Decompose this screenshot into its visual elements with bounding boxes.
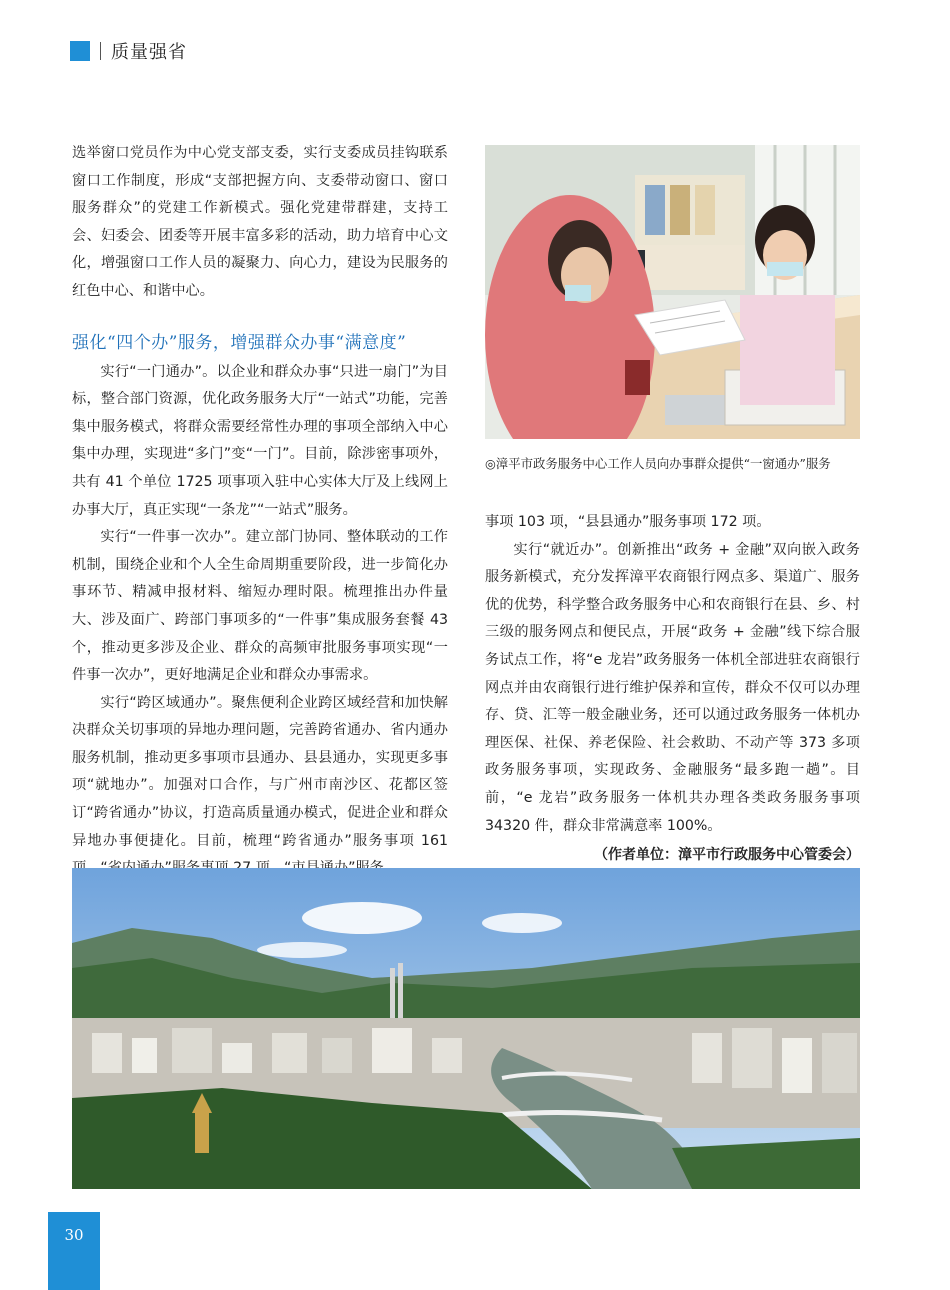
paragraph-continuation: 事项 103 项，“县县通办”服务事项 172 项。	[485, 514, 771, 530]
header-divider	[100, 42, 101, 60]
page-number-tab	[48, 1212, 100, 1290]
author-affiliation: （作者单位：漳平市行政服务中心管委会）	[594, 847, 860, 864]
subheading: 强化“四个办”服务，增强群众办事“满意度”	[72, 332, 407, 353]
right-column	[485, 509, 860, 870]
paragraph-yimen-tongban: 实行“一门通办”。以企业和群众办事“只进一扇门”为目标，整合部门资源，优化政务服务大厅“一站式”功能，完善集中服务模式，将群众需要经常性办理的事项全部纳入中心集中办理，实现进“多门”变“一门”。目前，除涉密事项外，共有 41 个单位 1725 项事项入驻中心实体大厅及上线网上办事大厅，真正实现“一条龙”“一站式”服务。	[72, 363, 448, 518]
section-title: 质量强省	[111, 42, 187, 63]
paragraph-kuaquyu: 实行“跨区域通办”。聚焦便利企业跨区域经营和加快解决群众关切事项的异地办理问题，完善跨省通办、省内通办服务机制，推动更多事项市县通办、县县通办，实现更多事项“就地办”。加强对口合作，与广州市南沙区、花都区签订“跨省通办”协议，打造高质量通办模式，促进企业和群众异地办事便捷化。目前，梳理“跨省通办”服务事项 161	[72, 694, 448, 849]
page-number: 30	[64, 1226, 84, 1244]
header-blue-block	[70, 41, 90, 61]
paragraph-jiujin-ban: 实行“就近办”。创新推出“政务 + 金融”双向嵌入政务服务新模式，充分发挥漳平农商银行网点多、渠道广、服务优的优势，科学整合政务服务中心和农商银行在县、乡、村三级的服务网点和便民点，开展“政务 + 金融”线下综合服务试点工作，将“e 龙岩”政务服务一体机全部进驻农商银行网点并由农商银行进行维护保养和宣传，群众不仅可以办理存、贷、汇等一般金融业务，还可以通过政务服务一体机办理医保、社保、养老保险、社会救助、不动产等 373 多项政务服务事项，实现政务、金融服务“最多跑一趟”。目前，“e 龙岩”政务服务一体机共办理各类政务服务事项 34320 件，群众非常满意率 100%。	[485, 541, 860, 834]
service-counter-photo	[485, 145, 860, 439]
left-column	[72, 140, 448, 883]
photo-caption: ◎漳平市政务服务中心工作人员向办事群众提供“一窗通办”服务	[485, 456, 831, 471]
paragraph-yijianshi: 实行“一件事一次办”。建立部门协同、整体联动的工作机制，围绕企业和个人全生命周期重要阶段，进一步简化办事环节、精减申报材料、缩短办理时限。梳理推出办件量大、涉及面广、跨部门事项多的“一件事”集成服务套餐 43 个，推动更多涉及企业、群众的高频审批服务事项实现“一件事一次办”，更好地满足企业和群众办事需求。	[72, 529, 448, 684]
paragraph-intro: 选举窗口党员作为中心党支部支委，实行支委成员挂钩联系窗口工作制度，形成“支部把握方向、支委带动窗口、窗口服务群众”的党建工作新模式。强化党建带群建，支持工会、妇委会、团委等开展丰富多彩的活动，助力培育中心文化，增强窗口工作人员的凝聚力、向心力，建设为民服务的红色中心、和谐中心。	[72, 145, 448, 299]
city-landscape-photo	[72, 868, 860, 1189]
page-header	[70, 40, 187, 62]
